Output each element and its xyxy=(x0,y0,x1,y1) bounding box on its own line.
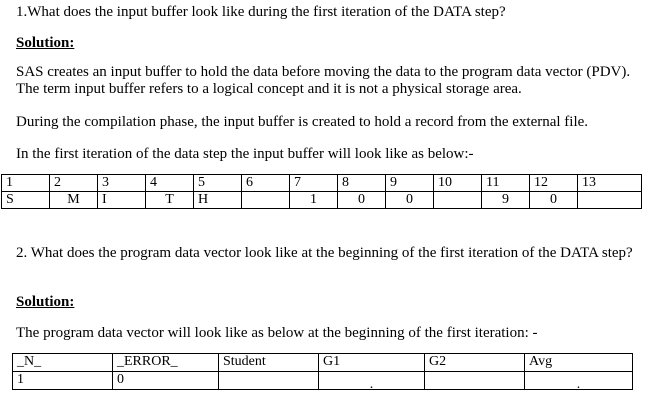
buffer-position-cell: 9 xyxy=(386,175,434,192)
pdv-header-cell: G1 xyxy=(319,354,425,372)
solution-1-label: Solution: xyxy=(16,35,75,51)
pdv-header-cell: Student xyxy=(219,354,319,372)
solution-2-label: Solution: xyxy=(16,294,75,310)
buffer-position-cell: 11 xyxy=(482,175,530,192)
buffer-position-cell: 6 xyxy=(242,175,290,192)
pdv-value-cell xyxy=(219,372,319,390)
buffer-position-cell: 8 xyxy=(338,175,386,192)
buffer-position-cell: 12 xyxy=(530,175,578,192)
buffer-value-cell: 0 xyxy=(338,192,386,209)
buffer-value-cell xyxy=(242,192,290,209)
question-1: 1.What does the input buffer look like during the first iteration of the DATA step? xyxy=(16,4,506,20)
buffer-position-cell: 2 xyxy=(50,175,98,192)
paragraph-input-buffer-intro: SAS creates an input buffer to hold the data before moving the data to the program data vector (PDV). The term input buffer refers to a logical concept and it is not a physical storage area. xyxy=(16,64,631,97)
buffer-position-cell: 1 xyxy=(2,175,50,192)
pdv-header-cell: G2 xyxy=(425,354,525,372)
buffer-position-cell: 10 xyxy=(434,175,482,192)
pdv-header-row xyxy=(13,354,633,372)
pdv-value-cell: . xyxy=(525,372,633,390)
buffer-position-cell: 7 xyxy=(290,175,338,192)
buffer-position-cell: 3 xyxy=(98,175,146,192)
pdv-value-cell: 0 xyxy=(113,372,219,390)
pdv-value-cell xyxy=(425,372,525,390)
paragraph-compilation-phase: During the compilation phase, the input buffer is created to hold a record from the external file. xyxy=(16,114,589,130)
buffer-position-cell: 13 xyxy=(578,175,642,192)
buffer-value-cell: 0 xyxy=(530,192,578,209)
buffer-value-cell xyxy=(434,192,482,209)
buffer-position-cell: 5 xyxy=(194,175,242,192)
question-2: 2. What does the program data vector look like at the beginning of the first iteration of the DATA step? xyxy=(16,245,633,261)
buffer-value-cell: S xyxy=(2,192,50,209)
buffer-value-cell: T xyxy=(146,192,194,209)
program-data-vector-table xyxy=(12,353,633,390)
pdv-header-cell: _ERROR_ xyxy=(113,354,219,372)
buffer-value-row xyxy=(2,192,642,209)
pdv-value-cell: 1 xyxy=(13,372,113,390)
pdv-value-row xyxy=(13,372,633,390)
pdv-header-cell: Avg xyxy=(525,354,633,372)
paragraph-first-iteration: In the first iteration of the data step the input buffer will look like as below:- xyxy=(16,146,474,162)
buffer-value-cell: H xyxy=(194,192,242,209)
buffer-value-cell xyxy=(578,192,642,209)
paragraph-pdv-description: The program data vector will look like as below at the beginning of the first iteration: - xyxy=(16,325,538,341)
buffer-value-cell: 1 xyxy=(290,192,338,209)
pdv-header-cell: _N_ xyxy=(13,354,113,372)
buffer-value-cell: 9 xyxy=(482,192,530,209)
buffer-position-row xyxy=(2,175,642,192)
buffer-position-cell: 4 xyxy=(146,175,194,192)
buffer-value-cell: M xyxy=(50,192,98,209)
buffer-value-cell: I xyxy=(98,192,146,209)
input-buffer-table xyxy=(1,174,642,209)
buffer-value-cell: 0 xyxy=(386,192,434,209)
pdv-value-cell: . xyxy=(319,372,425,390)
